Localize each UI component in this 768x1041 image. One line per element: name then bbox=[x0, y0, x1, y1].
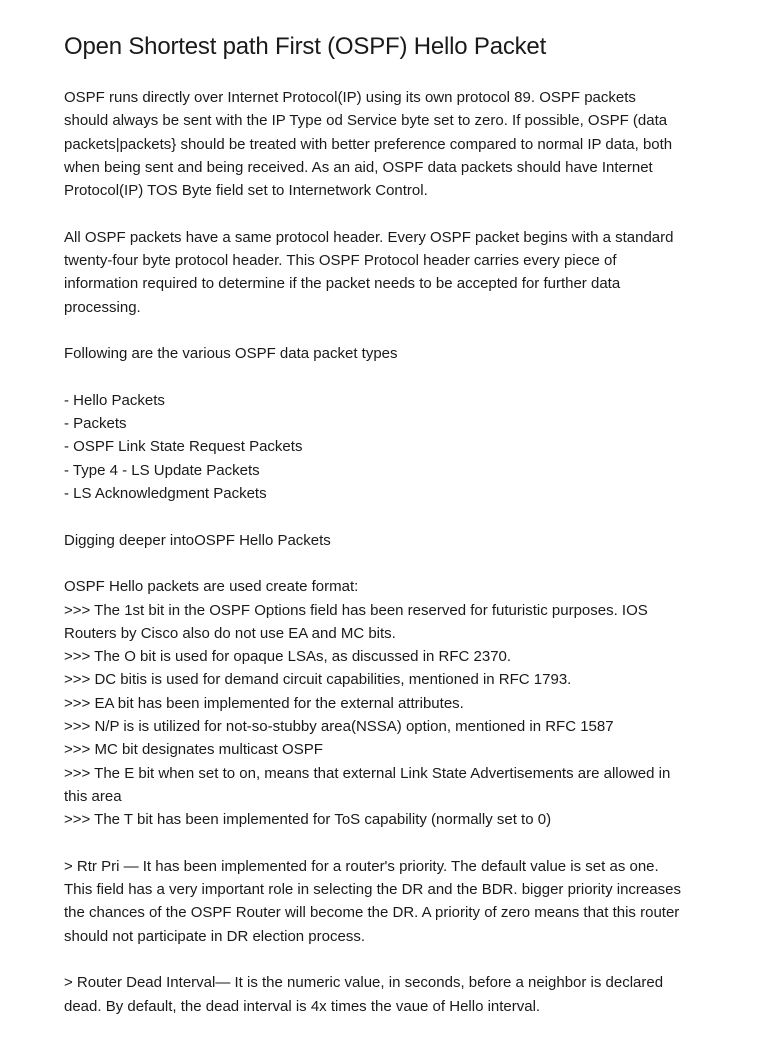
text-line: should not participate in DR election process. bbox=[64, 927, 365, 945]
text-line: >>> DC bitis is used for demand circuit capabilities, mentioned in RFC 1793. bbox=[64, 671, 572, 689]
page-title: Open Shortest path First (OSPF) Hello Packet bbox=[64, 33, 547, 60]
text-line: > Rtr Pri — It has been implemented for a router's priority. The default value is set as one. bbox=[64, 857, 659, 875]
paragraph bbox=[64, 855, 714, 948]
paragraph bbox=[64, 575, 714, 831]
text-line: Digging deeper intoOSPF Hello Packets bbox=[64, 531, 331, 549]
text-line: Routers by Cisco also do not use EA and MC bits. bbox=[64, 624, 396, 642]
text-line: - OSPF Link State Request Packets bbox=[64, 438, 303, 456]
text-line: information required to determine if the packet needs to be accepted for further data bbox=[64, 275, 621, 293]
text-line: >>> The O bit is used for opaque LSAs, as discussed in RFC 2370. bbox=[64, 648, 512, 666]
text-line: >>> N/P is is utilized for not-so-stubby area(NSSA) option, mentioned in RFC 1587 bbox=[64, 718, 614, 736]
text-line: this area bbox=[64, 787, 122, 805]
paragraph bbox=[64, 86, 714, 202]
paragraph bbox=[64, 529, 714, 552]
text-line: OSPF runs directly over Internet Protocol(IP) using its own protocol 89. OSPF packets bbox=[64, 89, 636, 106]
text-line: - Hello Packets bbox=[64, 391, 165, 409]
text-line: >>> EA bit has been implemented for the external attributes. bbox=[64, 694, 464, 712]
text-line: > Router Dead Interval— It is the numeric value, in seconds, before a neighbor is declared bbox=[64, 974, 664, 992]
paragraph bbox=[64, 971, 714, 1018]
paragraph bbox=[64, 389, 714, 505]
text-line: the chances of the OSPF Router will become the DR. A priority of zero means that this router bbox=[64, 904, 680, 922]
text-line: All OSPF packets have a same protocol header. Every OSPF packet begins with a standard bbox=[64, 228, 674, 246]
text-line: - Packets bbox=[64, 415, 127, 433]
document-body bbox=[64, 86, 714, 1018]
text-line: should always be sent with the IP Type od Service byte set to zero. If possible, OSPF (data bbox=[64, 112, 668, 130]
paragraph bbox=[64, 226, 714, 319]
text-line: processing. bbox=[64, 298, 141, 316]
document-page bbox=[64, 32, 714, 1041]
text-line: Following are the various OSPF data packet types bbox=[64, 345, 398, 363]
text-line: - LS Acknowledgment Packets bbox=[64, 485, 267, 503]
text-line: >>> The 1st bit in the OSPF Options field has been reserved for futuristic purposes. IOS bbox=[64, 601, 648, 619]
text-line: Protocol(IP) TOS Byte field set to Internetwork Control. bbox=[64, 182, 428, 200]
text-line: packets|packets} should be treated with better preference compared to normal IP data, both bbox=[64, 135, 673, 153]
text-line: >>> MC bit designates multicast OSPF bbox=[64, 741, 323, 759]
text-line: This field has a very important role in selecting the DR and the BDR. bigger priority increases bbox=[64, 881, 681, 899]
text-line: >>> The T bit has been implemented for ToS capability (normally set to 0) bbox=[64, 811, 552, 829]
text-line: dead. By default, the dead interval is 4x times the vaue of Hello interval. bbox=[64, 997, 541, 1015]
paragraph bbox=[64, 342, 714, 365]
text-line: twenty-four byte protocol header. This OSPF Protocol header carries every piece of bbox=[64, 252, 617, 270]
text-line: >>> The E bit when set to on, means that external Link State Advertisements are allowed in bbox=[64, 764, 671, 782]
text-line: when being sent and being received. As an aid, OSPF data packets should have Internet bbox=[64, 158, 653, 176]
text-line: OSPF Hello packets are used create format: bbox=[64, 578, 359, 596]
text-line: - Type 4 - LS Update Packets bbox=[64, 461, 260, 479]
